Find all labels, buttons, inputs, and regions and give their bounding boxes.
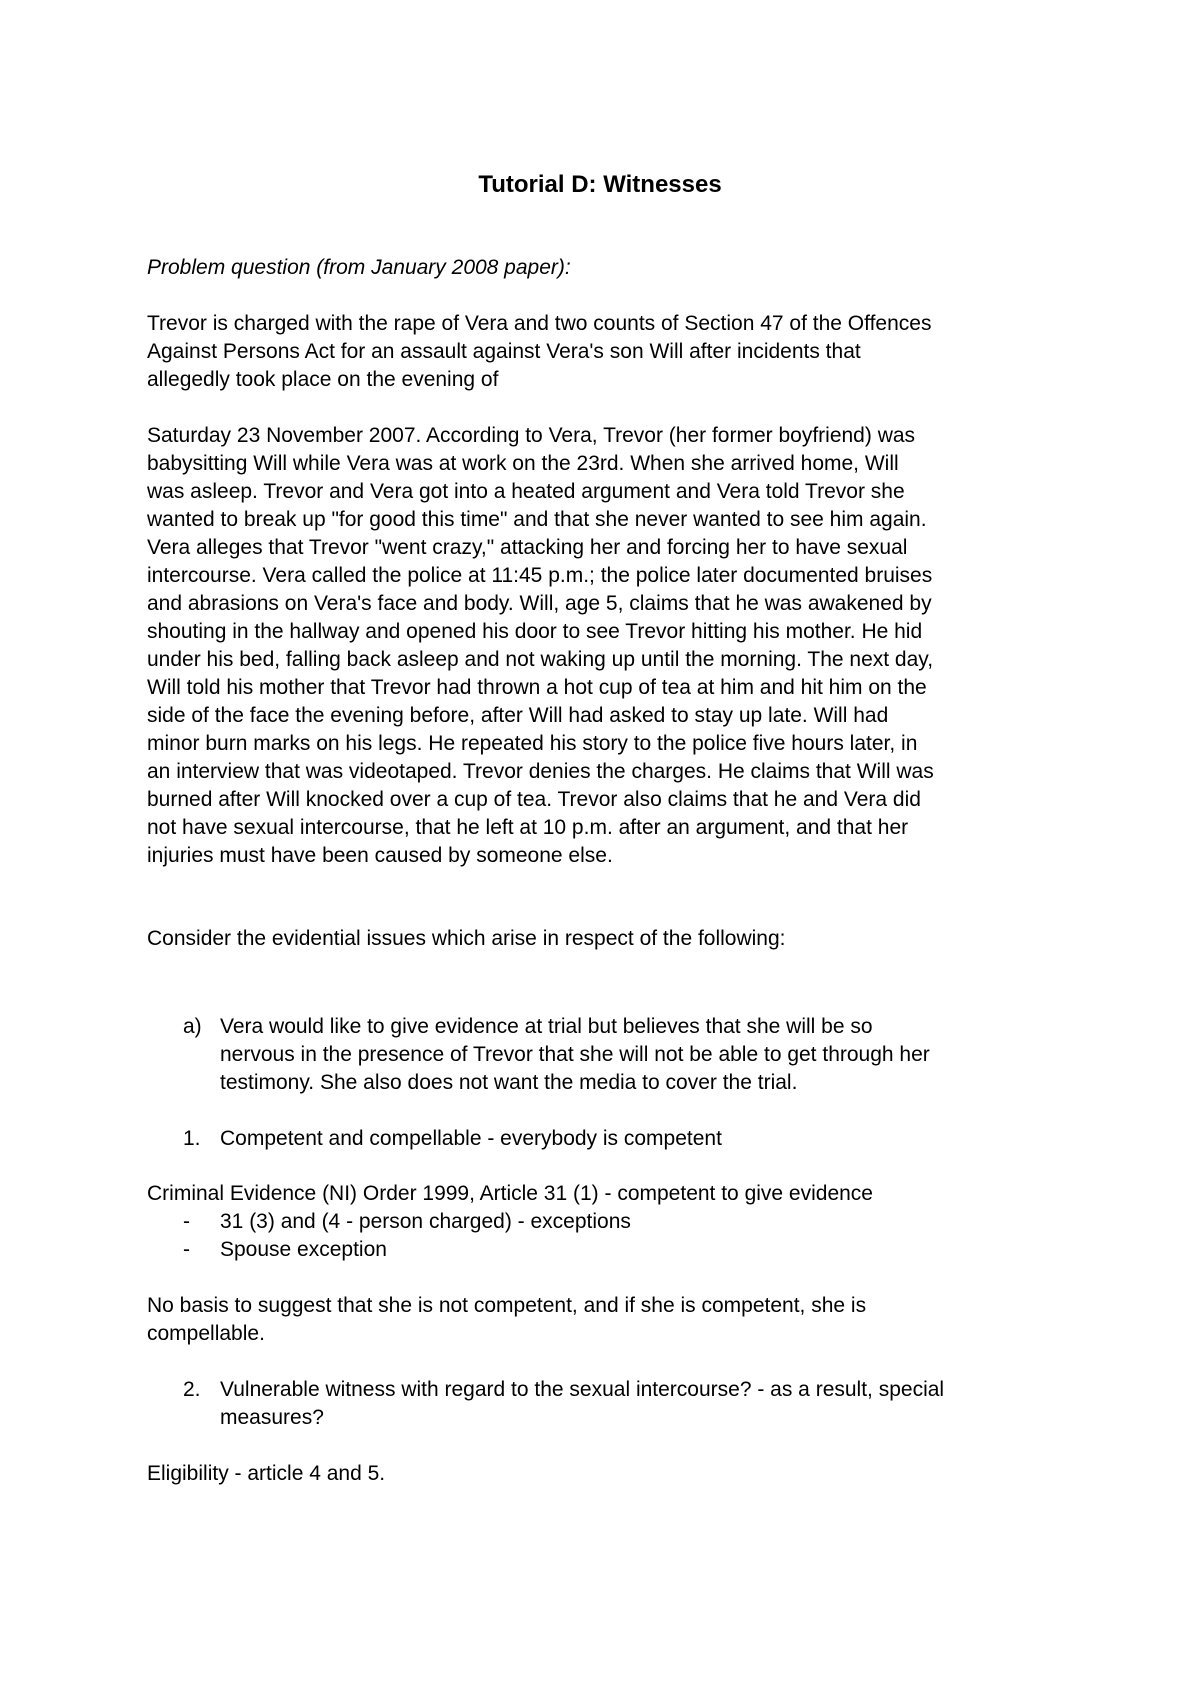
eligibility-line: Eligibility - article 4 and 5. <box>147 1462 386 1485</box>
order-line: Criminal Evidence (NI) Order 1999, Article 31 (1) - competent to give evidence <box>147 1182 873 1205</box>
item-2-line: Vulnerable witness with regard to the sexual intercourse? - as a result, special <box>220 1378 945 1401</box>
item-1-marker: 1. <box>183 1127 201 1150</box>
facts-line: and abrasions on Vera's face and body. Will, age 5, claims that he was awakened by <box>147 592 932 615</box>
intro-paragraph <box>147 310 1077 394</box>
item-a-line: Vera would like to give evidence at trial but believes that she will be so <box>220 1015 873 1038</box>
item-2-line: measures? <box>220 1406 324 1429</box>
item-1-text: Competent and compellable - everybody is competent <box>220 1127 722 1150</box>
competent-line: compellable. <box>147 1322 265 1345</box>
facts-line: shouting in the hallway and opened his door to see Trevor hitting his mother. He hid <box>147 620 923 643</box>
facts-line: burned after Will knocked over a cup of tea. Trevor also claims that he and Vera did <box>147 788 921 811</box>
facts-line: not have sexual intercourse, that he left at 10 p.m. after an argument, and that her <box>147 816 909 839</box>
item-a-line: testimony. She also does not want the media to cover the trial. <box>220 1071 798 1094</box>
facts-line: injuries must have been caused by someone else. <box>147 844 613 867</box>
item-2-text <box>220 1376 1080 1432</box>
facts-line: wanted to break up "for good this time" and that she never wanted to see him again. <box>147 508 927 531</box>
competent-paragraph <box>147 1292 1077 1348</box>
facts-line: Vera alleges that Trevor "went crazy," attacking her and forcing her to have sexual <box>147 536 908 559</box>
facts-line: minor burn marks on his legs. He repeated his story to the police five hours later, in <box>147 732 918 755</box>
item-2-marker: 2. <box>183 1378 201 1401</box>
item-a-marker: a) <box>183 1015 202 1038</box>
item-a-text <box>220 1013 1080 1097</box>
facts-line: intercourse. Vera called the police at 11:45 p.m.; the police later documented bruises <box>147 564 933 587</box>
page-title: Tutorial D: Witnesses <box>478 171 722 198</box>
dash-item: Spouse exception <box>220 1238 387 1261</box>
item-a-line: nervous in the presence of Trevor that she will not be able to get through her <box>220 1043 930 1066</box>
dash-marker: - <box>183 1238 190 1261</box>
dash-item: 31 (3) and (4 - person charged) - exceptions <box>220 1210 631 1233</box>
facts-line: an interview that was videotaped. Trevor denies the charges. He claims that Will was <box>147 760 934 783</box>
facts-line: Will told his mother that Trevor had thrown a hot cup of tea at him and hit him on the <box>147 676 927 699</box>
subtitle: Problem question (from January 2008 paper): <box>147 256 571 279</box>
facts-line: Saturday 23 November 2007. According to Vera, Trevor (her former boyfriend) was <box>147 424 916 447</box>
competent-line: No basis to suggest that she is not competent, and if she is competent, she is <box>147 1294 867 1317</box>
facts-line: babysitting Will while Vera was at work on the 23rd. When she arrived home, Will <box>147 452 899 475</box>
facts-line: was asleep. Trevor and Vera got into a heated argument and Vera told Trevor she <box>147 480 905 503</box>
consider-heading: Consider the evidential issues which arise in respect of the following: <box>147 927 786 950</box>
facts-line: side of the face the evening before, after Will had asked to stay up late. Will had <box>147 704 889 727</box>
intro-line: Trevor is charged with the rape of Vera and two counts of Section 47 of the Offences <box>147 312 932 335</box>
intro-line: allegedly took place on the evening of <box>147 368 499 391</box>
dash-marker: - <box>183 1210 190 1233</box>
facts-paragraph <box>147 422 1077 870</box>
facts-line: under his bed, falling back asleep and not waking up until the morning. The next day, <box>147 648 934 671</box>
intro-line: Against Persons Act for an assault against Vera's son Will after incidents that <box>147 340 861 363</box>
